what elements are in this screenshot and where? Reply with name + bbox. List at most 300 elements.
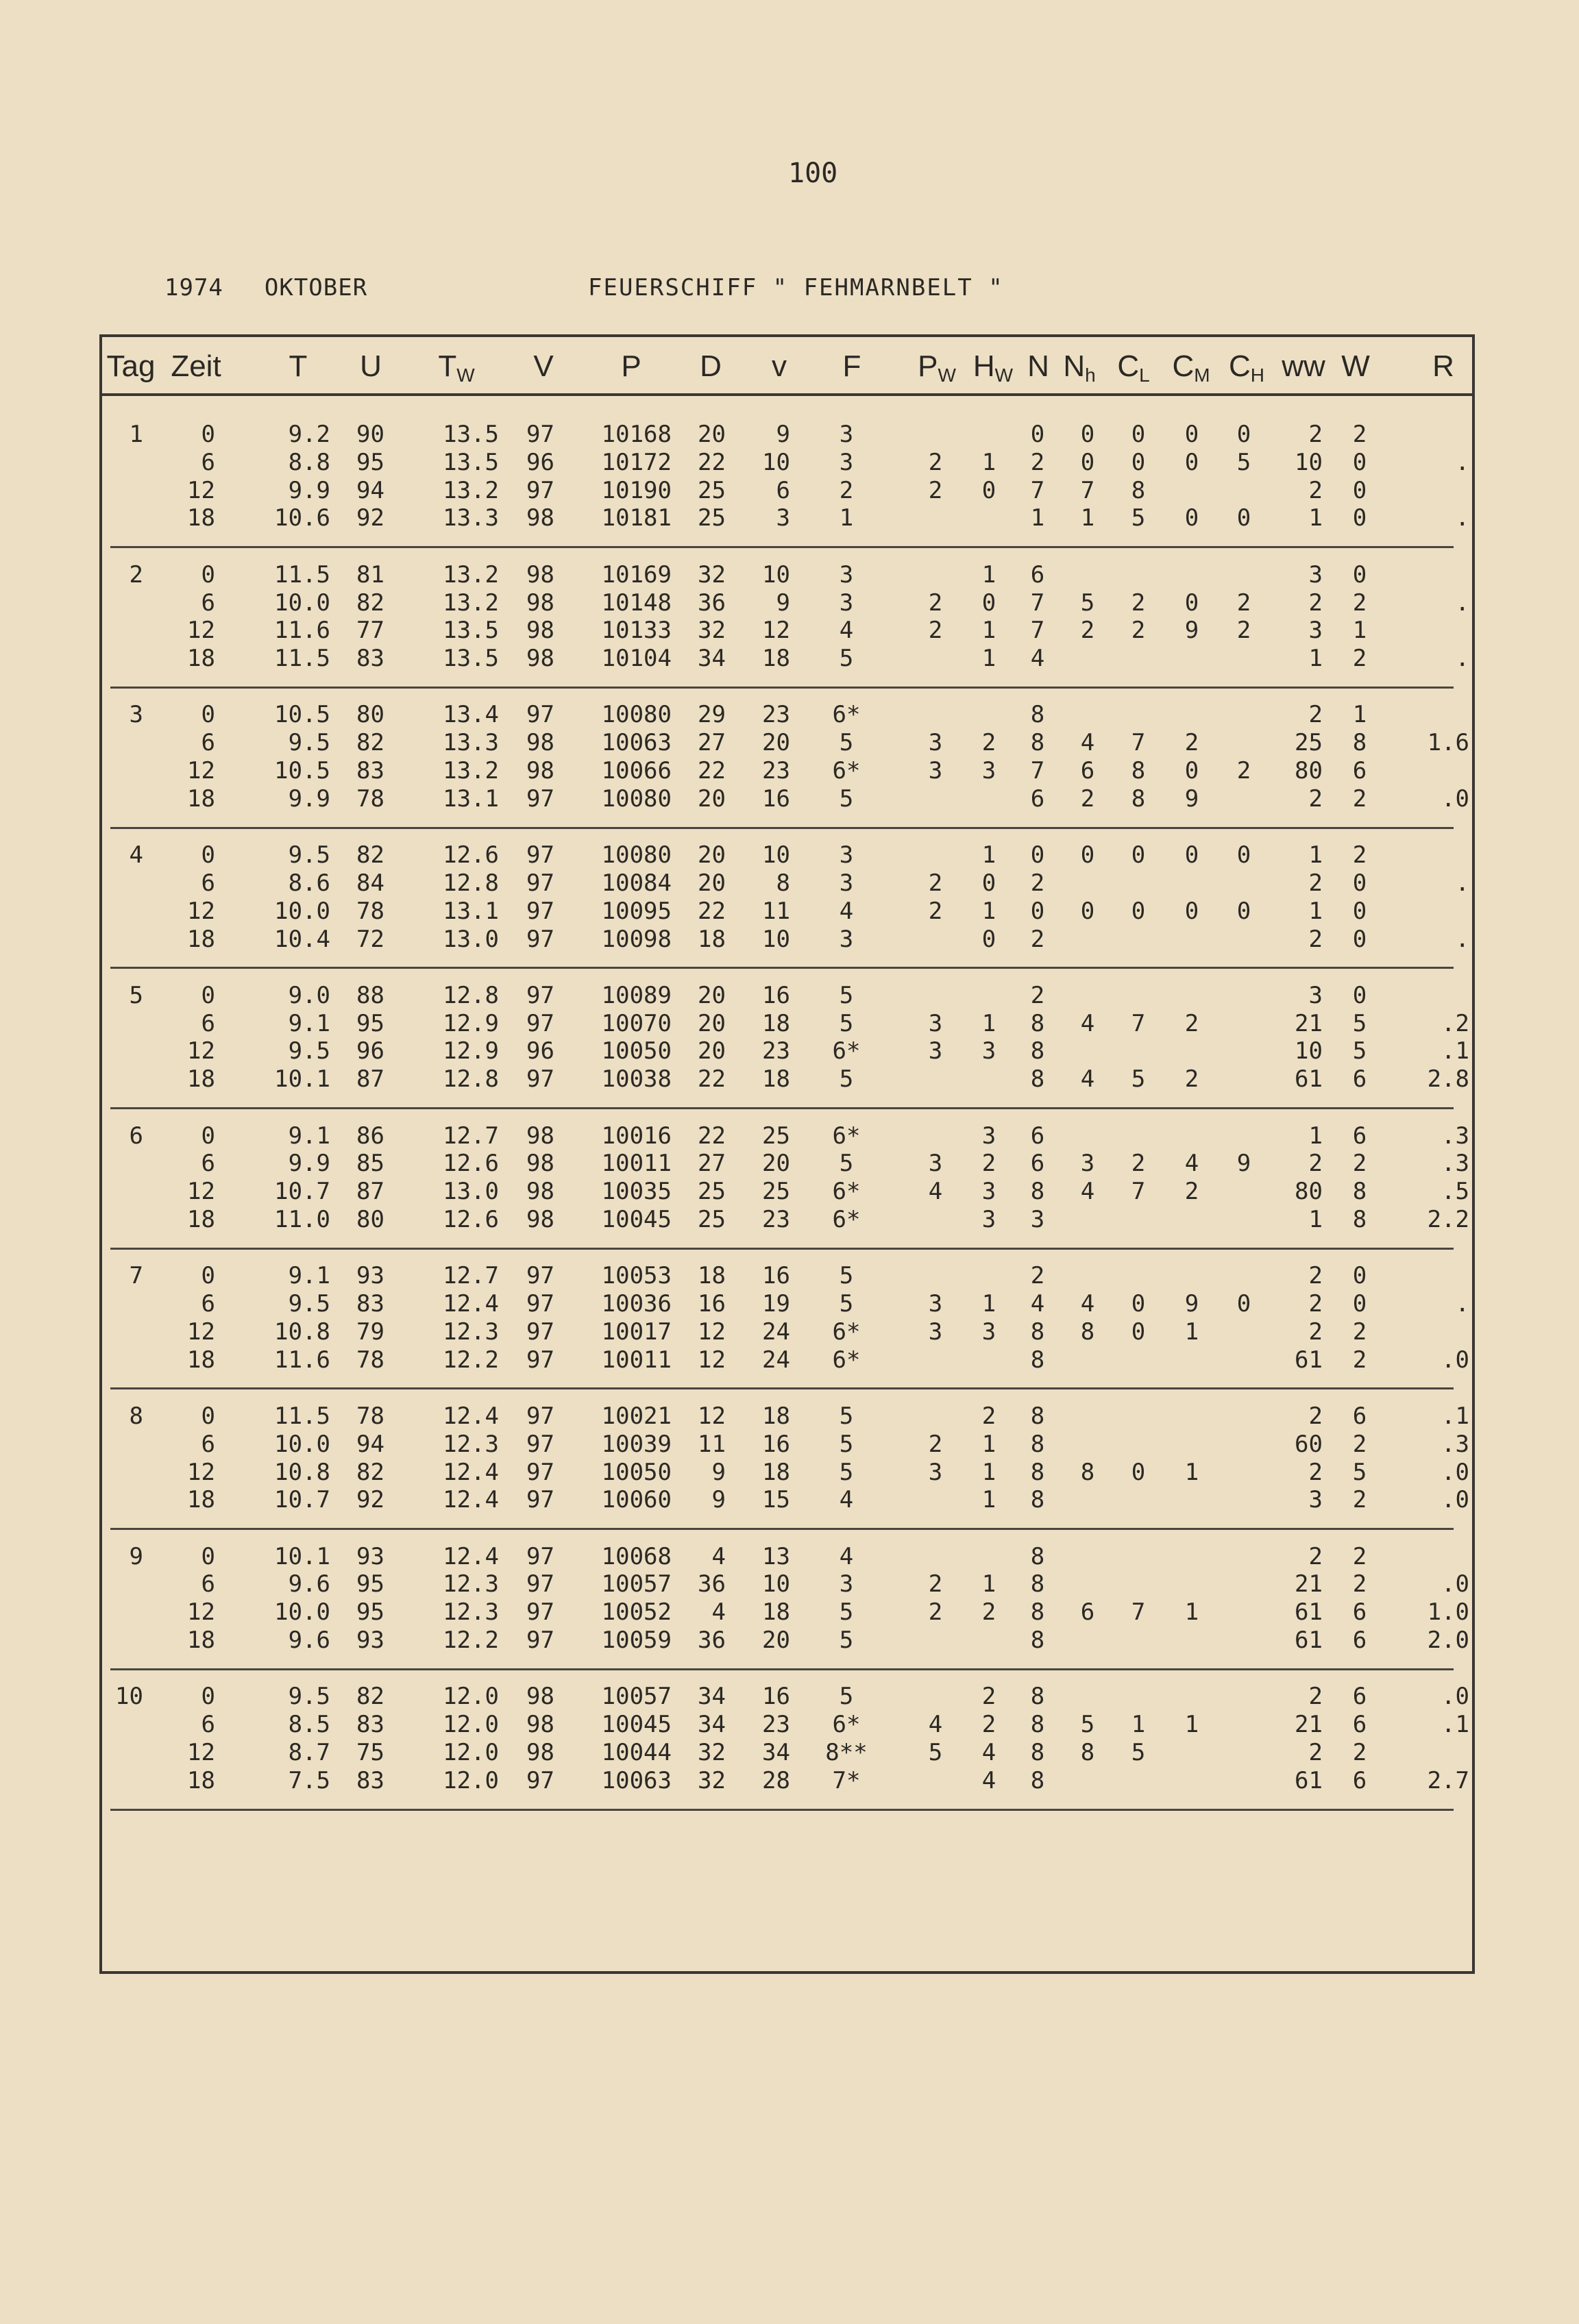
cell-nh: 0 [1080,897,1095,925]
cell-hw: 2 [981,1683,996,1711]
cell-f: 5 [839,1430,854,1458]
cell-zeit: 0 [201,1402,215,1430]
cell-u: 94 [356,476,384,504]
cell-d: 36 [698,589,726,617]
cell-f: 3 [839,448,854,476]
cell-w: 2 [1352,784,1367,813]
cell-n: 7 [1030,589,1045,617]
cell-v_vis: 98 [526,757,554,784]
cell-w: 2 [1352,645,1367,673]
cell-zeit: 12 [187,757,215,784]
cell-ww: 25 [1295,729,1323,757]
column-header-label: C [1117,349,1140,383]
column-header-subscript: L [1139,364,1150,386]
column-header-label: F [842,349,861,383]
column-header-d [700,349,722,384]
cell-zeit: 18 [187,504,215,532]
column-header-p [621,349,641,384]
cell-v: 15 [762,1486,790,1514]
cell-ww: 80 [1295,1178,1323,1206]
cell-v_vis: 97 [526,1262,554,1290]
cell-v: 23 [762,757,790,784]
cell-tw: 12.7 [443,1122,499,1150]
column-header-label: T [438,349,457,383]
cell-pw: 3 [928,757,943,784]
cell-v_vis: 98 [526,589,554,617]
cell-n: 8 [1030,1346,1045,1374]
cell-r: .5 [1441,1178,1469,1206]
cell-r: .0 [1441,1346,1469,1374]
cell-zeit: 6 [201,869,215,897]
cell-nh: 0 [1080,421,1095,448]
cell-ww: 60 [1295,1430,1323,1458]
cell-zeit: 0 [201,1683,215,1711]
cell-d: 4 [711,1542,726,1570]
column-header-t [289,349,308,384]
cell-v_vis: 98 [526,1178,554,1206]
day-number: 5 [129,981,143,1009]
cell-p: 10011 [601,1346,672,1374]
cell-t: 8.5 [288,1711,330,1739]
cell-f: 5 [839,1009,854,1037]
cell-ww: 1 [1308,504,1323,532]
cell-f: 6* [832,701,861,729]
cell-v: 16 [762,1683,790,1711]
cell-v_vis: 97 [526,925,554,953]
cell-cl: 5 [1131,504,1146,532]
cell-w: 2 [1352,1542,1367,1570]
column-header-label: P [918,349,938,383]
cell-n: 8 [1030,1627,1045,1654]
cell-p: 10169 [601,560,672,589]
cell-r: . [1455,448,1469,476]
column-header-label: D [700,349,722,383]
cell-d: 16 [698,1290,726,1318]
cell-zeit: 6 [201,1430,215,1458]
cell-zeit: 18 [187,1065,215,1093]
cell-u: 95 [356,1570,384,1598]
cell-f: 3 [839,589,854,617]
cell-v_vis: 98 [526,645,554,673]
cell-zeit: 12 [187,1598,215,1627]
cell-zeit: 0 [201,701,215,729]
cell-r: . [1455,925,1469,953]
cell-nh: 4 [1080,729,1095,757]
cell-t: 11.5 [274,1402,330,1430]
cell-p: 10080 [601,784,672,813]
cell-w: 2 [1352,421,1367,448]
cell-w: 2 [1352,841,1367,869]
cell-v: 13 [762,1542,790,1570]
cell-t: 10.0 [274,589,330,617]
column-header-w [1341,349,1370,384]
cell-v: 10 [762,560,790,589]
cell-hw: 2 [981,729,996,757]
cell-t: 11.5 [274,560,330,589]
cell-zeit: 12 [187,1458,215,1486]
cell-u: 82 [356,729,384,757]
cell-d: 12 [698,1346,726,1374]
cell-hw: 1 [981,645,996,673]
cell-v_vis: 98 [526,1738,554,1766]
cell-ww: 10 [1295,448,1323,476]
cell-nh: 8 [1080,1458,1095,1486]
cell-d: 18 [698,925,726,953]
cell-r: . [1455,869,1469,897]
column-header-subscript: M [1194,364,1210,386]
column-header-label: N [1063,349,1086,383]
cell-n: 8 [1030,1430,1045,1458]
cell-hw: 3 [981,757,996,784]
cell-v: 34 [762,1738,790,1766]
cell-d: 20 [698,1037,726,1065]
cell-tw: 13.2 [443,560,499,589]
cell-cl: 7 [1131,1178,1146,1206]
cell-tw: 13.3 [443,729,499,757]
cell-n: 7 [1030,617,1045,645]
cell-hw: 2 [981,1150,996,1178]
cell-d: 32 [698,1766,726,1794]
cell-v_vis: 96 [526,1037,554,1065]
cell-v_vis: 98 [526,504,554,532]
cell-r: .1 [1441,1037,1469,1065]
cell-cl: 8 [1131,784,1146,813]
cell-v: 20 [762,1627,790,1654]
cell-cl: 0 [1131,421,1146,448]
cell-p: 10063 [601,729,672,757]
cell-d: 4 [711,1598,726,1627]
cell-v: 28 [762,1766,790,1794]
cell-hw: 1 [981,448,996,476]
cell-p: 10095 [601,897,672,925]
cell-t: 10.7 [274,1178,330,1206]
cell-p: 10011 [601,1150,672,1178]
column-header-label: Tag [106,349,156,383]
cell-w: 2 [1352,1430,1367,1458]
cell-p: 10021 [601,1402,672,1430]
cell-nh: 7 [1080,476,1095,504]
cell-d: 36 [698,1627,726,1654]
cell-d: 34 [698,1711,726,1739]
cell-hw: 0 [981,925,996,953]
cell-v: 20 [762,729,790,757]
cell-r: .1 [1441,1711,1469,1739]
cell-pw: 2 [928,617,943,645]
cell-v: 18 [762,1458,790,1486]
column-header-u [360,349,382,384]
cell-n: 8 [1030,1738,1045,1766]
cell-cm: 1 [1184,1458,1199,1486]
cell-f: 5 [839,729,854,757]
cell-zeit: 12 [187,1037,215,1065]
cell-tw: 12.4 [443,1290,499,1318]
cell-v_vis: 97 [526,1542,554,1570]
cell-v_vis: 97 [526,1766,554,1794]
cell-d: 22 [698,1065,726,1093]
cell-nh: 4 [1080,1290,1095,1318]
cell-f: 5 [839,1598,854,1627]
cell-ww: 61 [1295,1766,1323,1794]
cell-d: 29 [698,701,726,729]
cell-tw: 13.1 [443,784,499,813]
cell-cm: 1 [1184,1598,1199,1627]
cell-cm: 0 [1184,448,1199,476]
cell-f: 3 [839,925,854,953]
cell-nh: 5 [1080,589,1095,617]
cell-n: 8 [1030,1178,1045,1206]
cell-f: 3 [839,421,854,448]
cell-v: 8 [776,869,790,897]
cell-f: 5 [839,1262,854,1290]
cell-ww: 1 [1308,841,1323,869]
cell-p: 10045 [601,1711,672,1739]
cell-u: 90 [356,421,384,448]
cell-hw: 1 [981,1458,996,1486]
cell-zeit: 6 [201,589,215,617]
cell-ch: 0 [1236,504,1251,532]
cell-n: 8 [1030,1009,1045,1037]
cell-v: 16 [762,784,790,813]
column-header-ch [1229,349,1264,386]
column-header-label: U [360,349,382,383]
cell-cm: 9 [1184,784,1199,813]
column-header-label: N [1027,349,1049,383]
cell-p: 10070 [601,1009,672,1037]
cell-w: 6 [1352,1711,1367,1739]
cell-n: 8 [1030,1065,1045,1093]
cell-w: 5 [1352,1037,1367,1065]
cell-t: 7.5 [288,1766,330,1794]
column-header-v [772,349,787,384]
cell-w: 0 [1352,869,1367,897]
cell-n: 3 [1030,1205,1045,1233]
cell-d: 36 [698,1570,726,1598]
cell-p: 10038 [601,1065,672,1093]
cell-tw: 12.9 [443,1037,499,1065]
cell-d: 20 [698,784,726,813]
cell-u: 95 [356,1009,384,1037]
report-month: OKTOBER [264,274,368,301]
cell-v_vis: 96 [526,448,554,476]
column-header-hw [973,349,1013,386]
cell-r: .0 [1441,1570,1469,1598]
cell-ww: 80 [1295,757,1323,784]
cell-zeit: 0 [201,1122,215,1150]
cell-ww: 3 [1308,981,1323,1009]
cell-f: 8** [825,1738,868,1766]
day-separator [110,1809,1454,1811]
cell-pw: 3 [928,1009,943,1037]
cell-v: 10 [762,841,790,869]
cell-v: 9 [776,589,790,617]
cell-p: 10172 [601,448,672,476]
cell-pw: 3 [928,729,943,757]
cell-v: 18 [762,1598,790,1627]
cell-p: 10044 [601,1738,672,1766]
cell-v_vis: 97 [526,421,554,448]
cell-v_vis: 98 [526,1711,554,1739]
cell-tw: 13.5 [443,645,499,673]
cell-ww: 2 [1308,1290,1323,1318]
day-separator [110,967,1454,969]
cell-tw: 12.2 [443,1627,499,1654]
day-number: 10 [115,1683,143,1711]
column-header-label: P [621,349,641,383]
column-header-subscript: W [994,364,1014,386]
cell-p: 10057 [601,1570,672,1598]
cell-p: 10057 [601,1683,672,1711]
cell-v_vis: 97 [526,1430,554,1458]
cell-w: 5 [1352,1458,1367,1486]
report-year: 1974 [164,274,223,301]
cell-v: 12 [762,617,790,645]
cell-ww: 1 [1308,1205,1323,1233]
cell-u: 79 [356,1318,384,1346]
cell-w: 2 [1352,1150,1367,1178]
cell-d: 32 [698,1738,726,1766]
day-number: 7 [129,1262,143,1290]
cell-tw: 12.2 [443,1346,499,1374]
cell-n: 8 [1030,1570,1045,1598]
column-header-r [1432,349,1454,384]
cell-v_vis: 97 [526,1346,554,1374]
cell-tw: 13.2 [443,757,499,784]
column-header-n [1027,349,1049,384]
cell-f: 4 [839,897,854,925]
cell-u: 87 [356,1065,384,1093]
day-number: 1 [129,421,143,448]
cell-tw: 12.0 [443,1766,499,1794]
column-header-label: C [1172,349,1195,383]
cell-v: 16 [762,1430,790,1458]
day-separator [110,546,1454,548]
cell-f: 3 [839,869,854,897]
cell-v: 23 [762,701,790,729]
cell-p: 10050 [601,1458,672,1486]
day-number: 8 [129,1402,143,1430]
cell-t: 10.8 [274,1318,330,1346]
cell-p: 10017 [601,1318,672,1346]
cell-w: 2 [1352,1738,1367,1766]
cell-v_vis: 97 [526,1290,554,1318]
cell-tw: 13.0 [443,1178,499,1206]
cell-w: 8 [1352,1205,1367,1233]
cell-nh: 1 [1080,504,1095,532]
day-separator [110,1248,1454,1250]
cell-n: 6 [1030,560,1045,589]
cell-d: 34 [698,1683,726,1711]
cell-pw: 2 [928,1430,943,1458]
cell-ww: 2 [1308,1542,1323,1570]
cell-hw: 3 [981,1205,996,1233]
cell-v: 6 [776,476,790,504]
cell-hw: 1 [981,1430,996,1458]
column-header-label: C [1228,349,1251,383]
cell-cl: 8 [1131,476,1146,504]
cell-zeit: 12 [187,1178,215,1206]
cell-d: 20 [698,981,726,1009]
cell-u: 83 [356,757,384,784]
cell-d: 34 [698,645,726,673]
cell-v_vis: 97 [526,981,554,1009]
cell-zeit: 12 [187,1318,215,1346]
cell-v: 10 [762,1570,790,1598]
cell-p: 10053 [601,1262,672,1290]
cell-pw: 2 [928,869,943,897]
cell-r: .0 [1441,1683,1469,1711]
cell-t: 9.2 [288,421,330,448]
cell-r: .0 [1441,1458,1469,1486]
cell-d: 22 [698,757,726,784]
day-number: 3 [129,701,143,729]
cell-u: 78 [356,1346,384,1374]
cell-tw: 13.4 [443,701,499,729]
cell-p: 10050 [601,1037,672,1065]
cell-cl: 7 [1131,1598,1146,1627]
cell-ww: 61 [1295,1598,1323,1627]
cell-hw: 3 [981,1037,996,1065]
column-header-label: ww [1282,349,1325,383]
cell-n: 4 [1030,645,1045,673]
cell-tw: 12.6 [443,1150,499,1178]
cell-tw: 12.8 [443,1065,499,1093]
cell-p: 10036 [601,1290,672,1318]
cell-nh: 0 [1080,448,1095,476]
cell-u: 85 [356,1150,384,1178]
cell-tw: 13.2 [443,476,499,504]
cell-t: 8.6 [288,869,330,897]
cell-ww: 1 [1308,645,1323,673]
cell-tw: 13.5 [443,617,499,645]
column-header-tag [107,349,156,384]
cell-v_vis: 97 [526,1598,554,1627]
cell-w: 2 [1352,1346,1367,1374]
cell-hw: 1 [981,617,996,645]
cell-ch: 0 [1236,897,1251,925]
cell-r: 1.6 [1427,729,1469,757]
cell-tw: 12.3 [443,1598,499,1627]
cell-zeit: 6 [201,1290,215,1318]
cell-d: 20 [698,421,726,448]
cell-p: 10104 [601,645,672,673]
cell-w: 6 [1352,1598,1367,1627]
cell-n: 6 [1030,784,1045,813]
cell-n: 8 [1030,1458,1045,1486]
cell-d: 12 [698,1402,726,1430]
cell-t: 9.5 [288,1290,330,1318]
cell-v_vis: 97 [526,1486,554,1514]
cell-zeit: 12 [187,1738,215,1766]
cell-t: 9.0 [288,981,330,1009]
cell-zeit: 6 [201,1009,215,1037]
cell-ww: 3 [1308,617,1323,645]
cell-t: 10.1 [274,1065,330,1093]
cell-w: 5 [1352,1009,1367,1037]
cell-p: 10059 [601,1627,672,1654]
cell-u: 78 [356,784,384,813]
cell-w: 8 [1352,729,1367,757]
cell-u: 82 [356,841,384,869]
cell-u: 75 [356,1738,384,1766]
cell-ww: 2 [1308,589,1323,617]
cell-u: 92 [356,1486,384,1514]
cell-cl: 0 [1131,448,1146,476]
cell-t: 9.9 [288,476,330,504]
cell-v_vis: 97 [526,784,554,813]
cell-tw: 12.3 [443,1430,499,1458]
cell-w: 6 [1352,1122,1367,1150]
cell-nh: 4 [1080,1065,1095,1093]
